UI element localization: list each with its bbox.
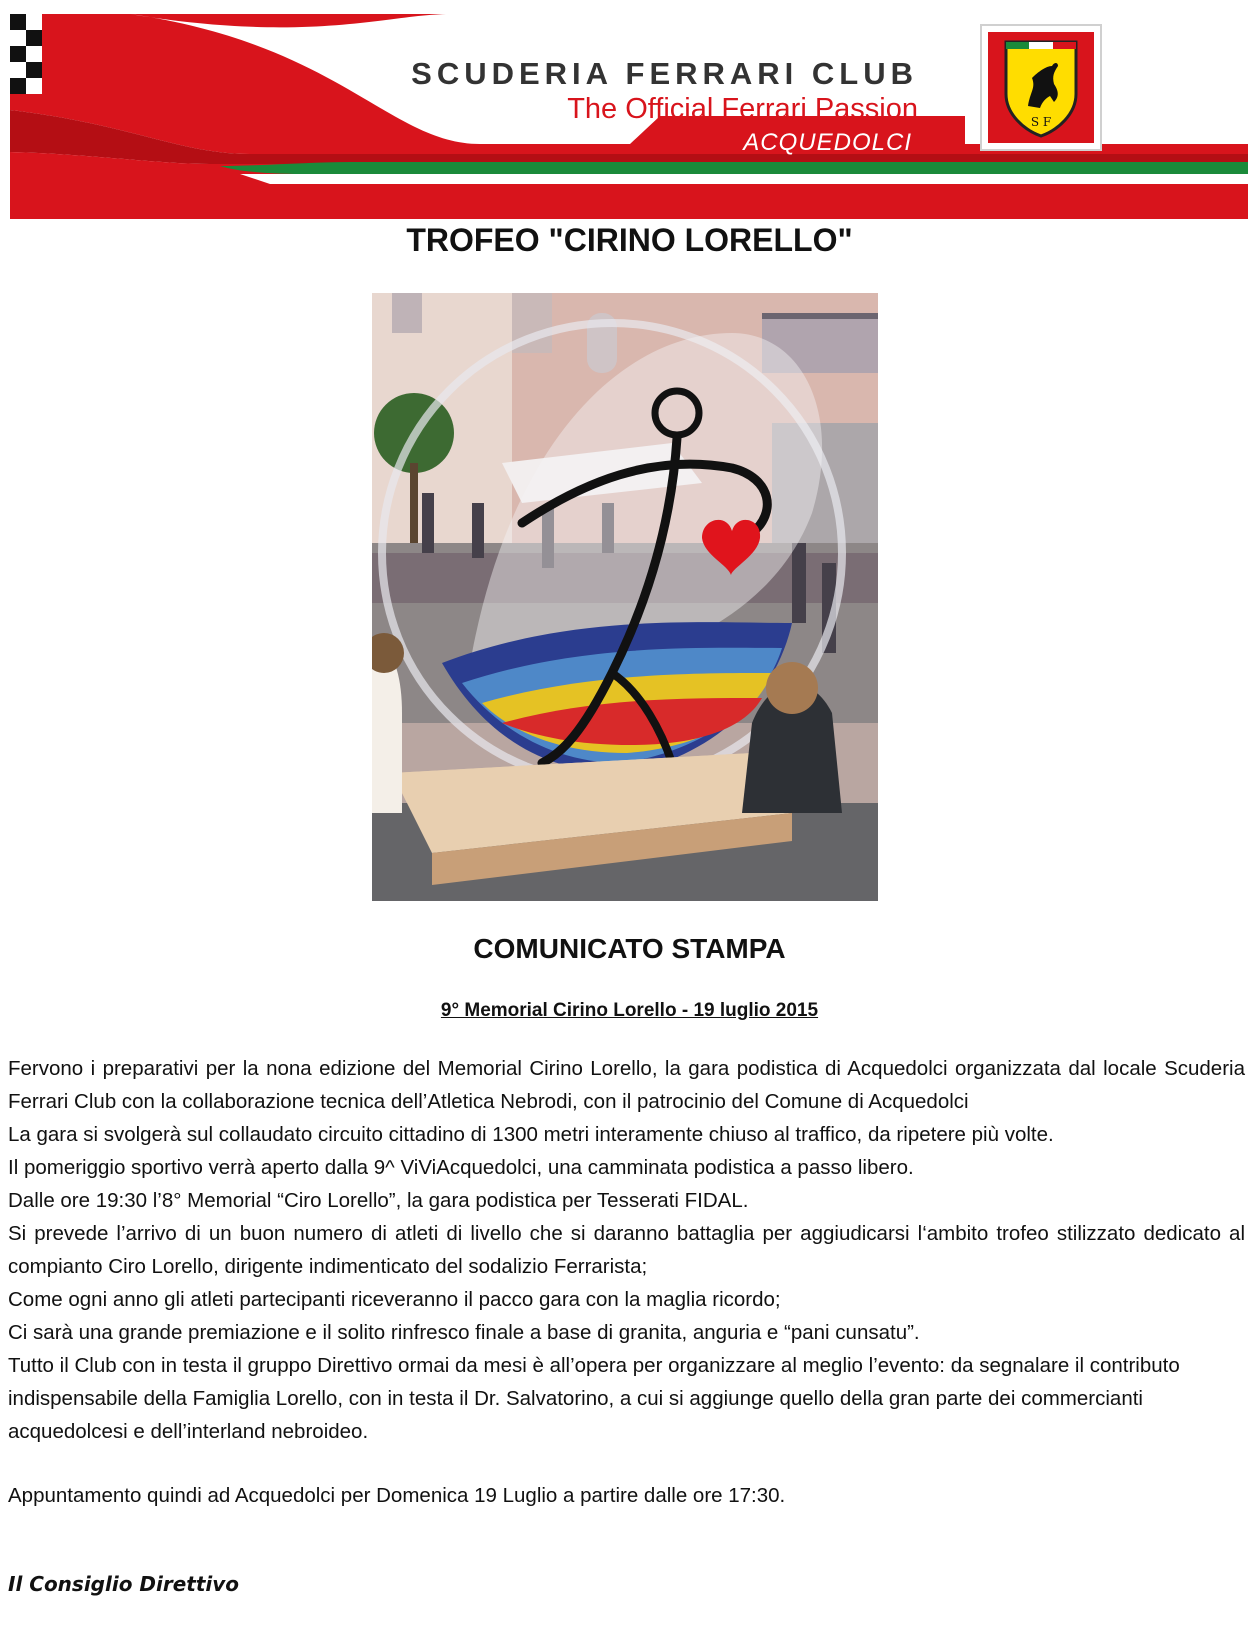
trophy-photo-icon — [372, 293, 878, 901]
paragraph: Si prevede l’arrivo di un buon numero di atleti di livello che si daranno battaglia per aggiudicarsi l‘ambito trofeo stilizzato dedicato al compianto Ciro Lorello, dirigente indimenticato del sodalizio Ferrarista; — [8, 1222, 1245, 1278]
signature: Il Consiglio Direttivo — [8, 1572, 240, 1596]
club-tagline: The Official Ferrari Passion — [567, 93, 918, 125]
section-title: COMUNICATO STAMPA — [473, 933, 786, 964]
club-banner — [10, 14, 1248, 219]
event-subtitle: 9° Memorial Cirino Lorello - 19 luglio 2015 — [440, 1000, 819, 1021]
closing-line: Appuntamento quindi ad Acquedolci per Domenica 19 Luglio a partire dalle ore 17:30. — [8, 1484, 786, 1507]
ferrari-logo — [980, 24, 1102, 151]
trophy-photo — [372, 293, 878, 901]
logo-background — [988, 32, 1094, 143]
paragraph: Dalle ore 19:30 l’8° Memorial “Ciro Lorello”, la gara podistica per Tesserati FIDAL. — [8, 1189, 749, 1212]
logo-initials: S F — [1030, 115, 1052, 129]
paragraph: La gara si svolgerà sul collaudato circuito cittadino di 1300 metri interamente chiuso al traffico, da ripetere più volte. — [8, 1123, 1054, 1146]
prancing-horse-shield-icon — [988, 32, 1094, 143]
paragraph: Tutto il Club con in testa il gruppo Direttivo ormai da mesi è all’opera per organizzare al meglio l’evento: da segnalare il contributo indispensabile della Famiglia Lorello, con in testa il Dr. Salvatorino, a cui si aggiunge quello della gran parte dei commercianti acquedolcesi e dell’interland nebroideo. — [8, 1354, 1180, 1443]
paragraph: Come ogni anno gli atleti partecipanti riceveranno il pacco gara con la maglia ricordo; — [8, 1288, 781, 1311]
paragraph: Il pomeriggio sportivo verrà aperto dalla 9^ ViViAcquedolci, una camminata podistica a passo libero. — [8, 1156, 914, 1179]
club-name: SCUDERIA FERRARI CLUB — [411, 56, 918, 91]
checkered-flag-icon — [10, 14, 42, 94]
press-release-body — [8, 1052, 1245, 1448]
club-city: ACQUEDOLCI — [743, 129, 912, 156]
paragraph: Fervono i preparativi per la nona edizione del Memorial Cirino Lorello, la gara podistica di Acquedolci organizzata dal locale Scuderia Ferrari Club con la collaborazione tecnica dell’Atletica Nebrodi, con il patrocinio del Comune di Acquedolci — [8, 1057, 1245, 1113]
document-title: TROFEO "CIRINO LORELLO" — [406, 222, 853, 258]
paragraph: Ci sarà una grande premiazione e il solito rinfresco finale a base di granita, anguria e “pani cunsatu”. — [8, 1321, 920, 1344]
